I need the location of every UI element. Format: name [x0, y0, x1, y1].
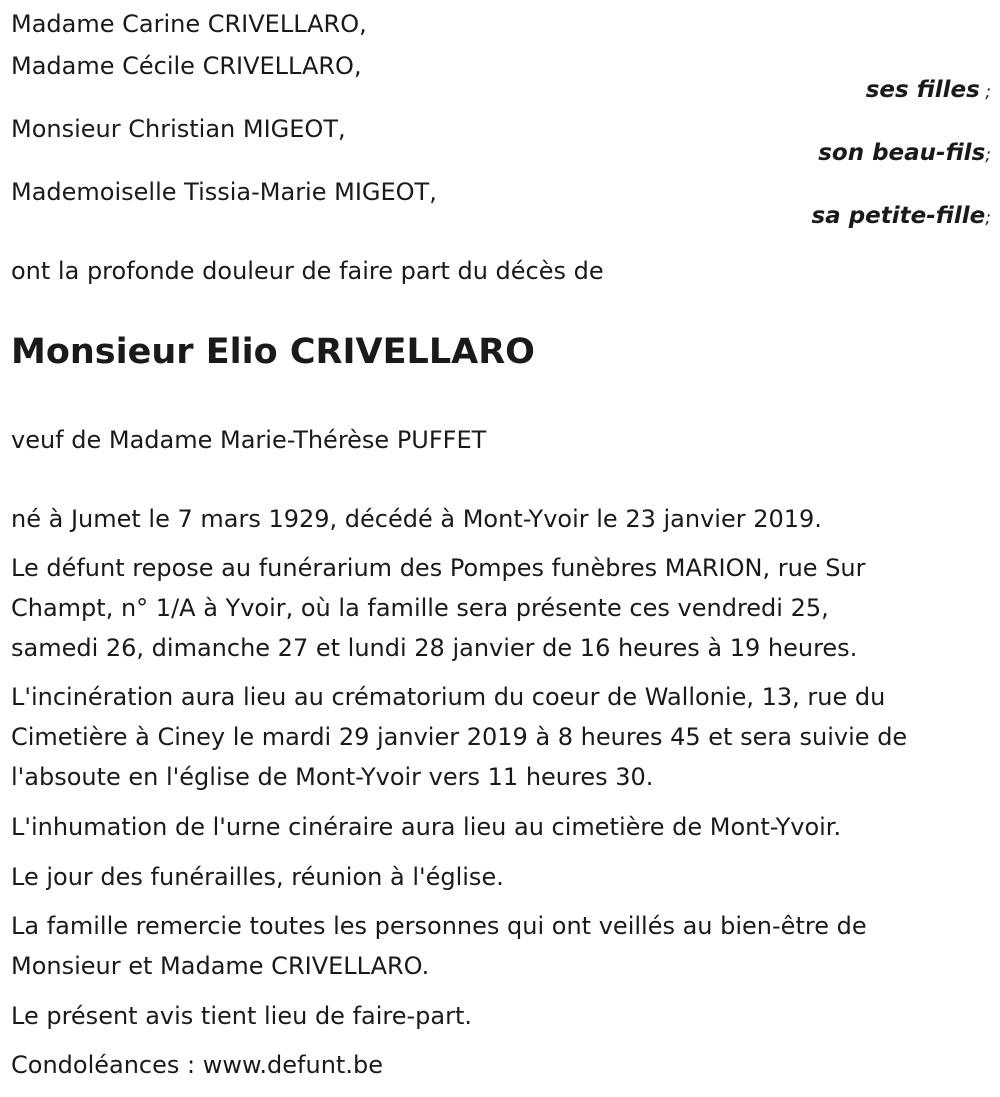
cremation-line-2: Cimetière à Ciney le mardi 29 janvier 2019 à 8 heures 45 et sera suivie de: [11, 723, 908, 751]
cremation-line-1: L'incinération aura lieu au crématorium du coeur de Wallonie, 13, rue du: [11, 683, 886, 711]
funeral-day-line: Le jour des funérailles, réunion à l'église.: [11, 863, 504, 891]
birth-death-line: né à Jumet le 7 mars 1929, décédé à Mont-Yvoir le 23 janvier 2019.: [11, 505, 822, 533]
thanks-line-2: Monsieur et Madame CRIVELLARO.: [11, 952, 430, 980]
inhumation-line: L'inhumation de l'urne cinéraire aura lieu au cimetière de Mont-Yvoir.: [11, 813, 842, 841]
son-in-law-role-sep: ;: [985, 145, 991, 165]
repose-line-1: Le défunt repose au funérarium des Pompes funèbres MARION, rue Sur: [11, 554, 866, 582]
repose-paragraph: [11, 548, 866, 668]
condolences-line: Condoléances : www.defunt.be: [11, 1051, 383, 1079]
granddaughter-role: [811, 196, 991, 238]
granddaughter: Mademoiselle Tissia-Marie MIGEOT,: [11, 178, 437, 206]
notice-line: Le présent avis tient lieu de faire-part.: [11, 1002, 473, 1030]
repose-line-2: Champt, n° 1/A à Yvoir, où la famille sera présente ces vendredi 25,: [11, 594, 829, 622]
son-in-law: Monsieur Christian MIGEOT,: [11, 115, 346, 143]
daughters-role-text: ses filles: [865, 77, 980, 103]
thanks-line-1: La famille remercie toutes les personnes qui ont veillés au bien-être de: [11, 912, 867, 940]
son-in-law-role-text: son beau-fils: [818, 140, 986, 166]
daughter-1: Madame Carine CRIVELLARO,: [11, 10, 367, 38]
thanks-paragraph: [11, 906, 867, 986]
daughter-2: Madame Cécile CRIVELLARO,: [11, 52, 362, 80]
cremation-paragraph: [11, 677, 907, 797]
daughters-role-sep: ;: [979, 82, 991, 102]
son-in-law-role: [818, 133, 991, 175]
repose-line-3: samedi 26, dimanche 27 et lundi 28 janvier de 16 heures à 19 heures.: [11, 634, 858, 662]
granddaughter-role-text: sa petite-fille: [811, 203, 986, 229]
granddaughter-role-sep: ;: [985, 208, 991, 228]
deceased-name: Monsieur Elio CRIVELLARO: [11, 332, 535, 372]
announcement: ont la profonde douleur de faire part du décès de: [11, 257, 604, 285]
daughters-role: [866, 70, 991, 112]
cremation-line-3: l'absoute en l'église de Mont-Yvoir vers 11 heures 30.: [11, 763, 654, 791]
widower-line: veuf de Madame Marie-Thérèse PUFFET: [11, 426, 487, 454]
